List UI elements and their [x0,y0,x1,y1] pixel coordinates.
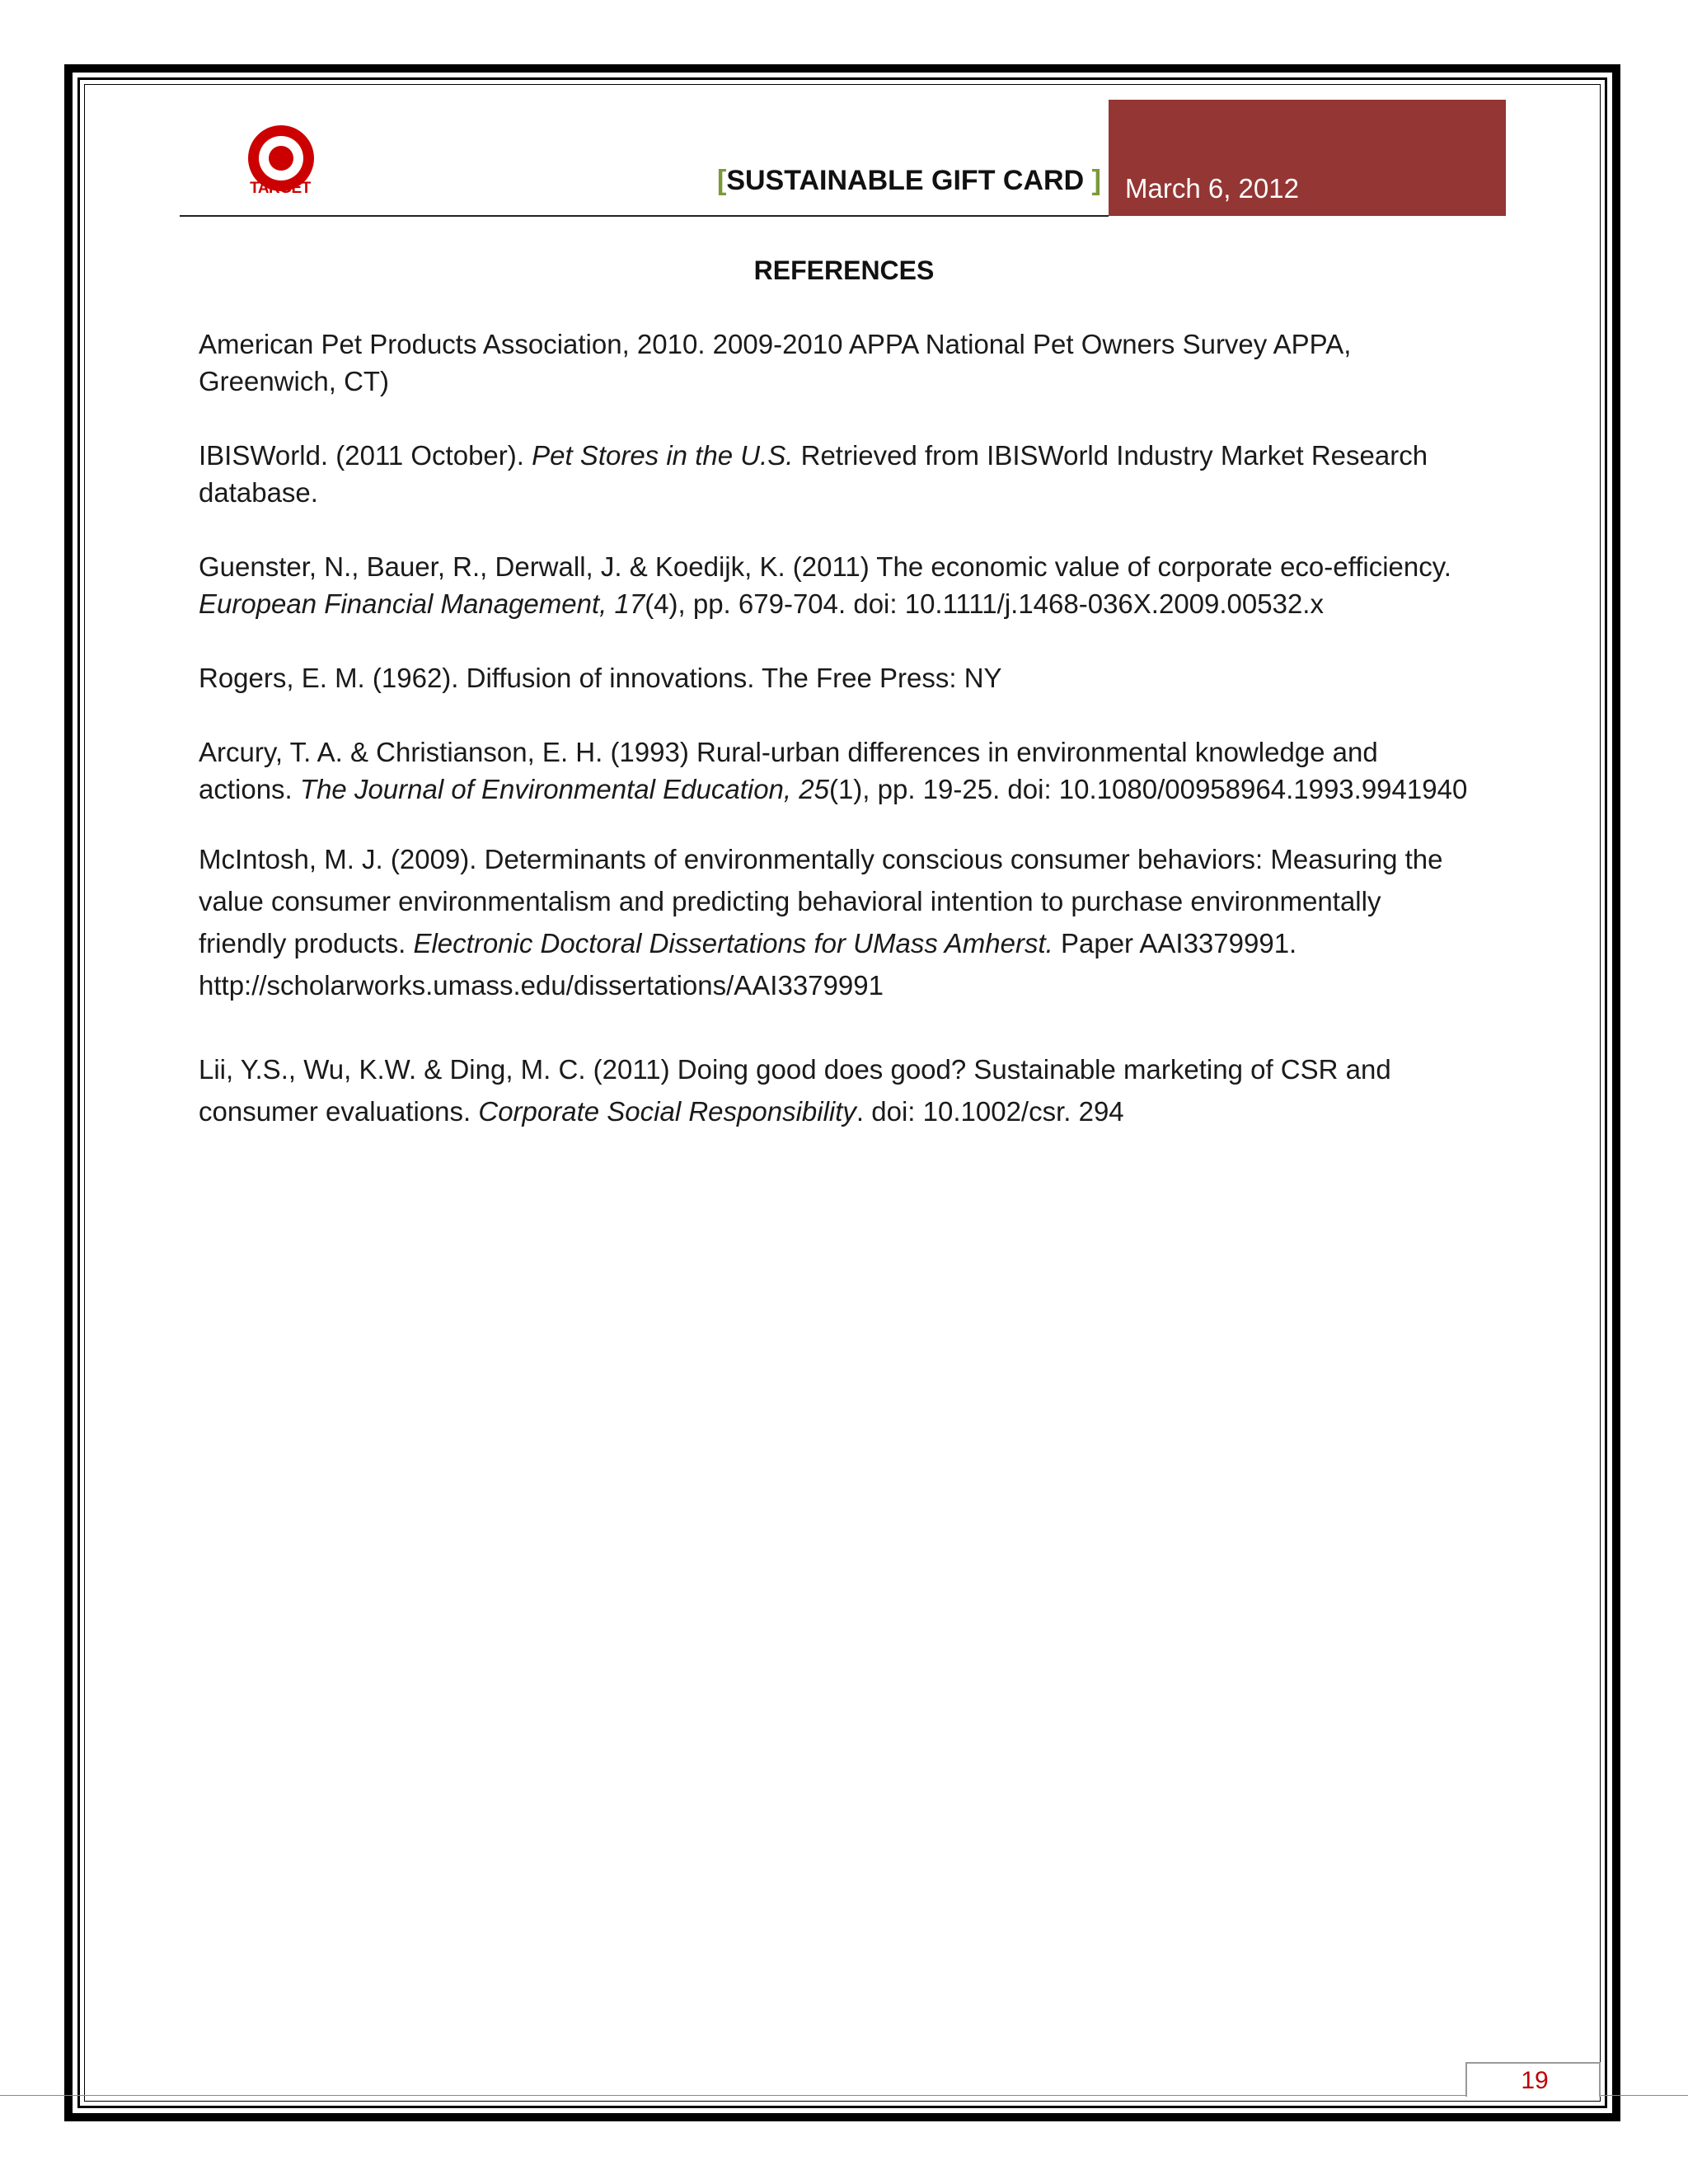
reference-text: Rogers, E. M. (1962). Diffusion of innovations. The Free Press: NY [199,663,1002,693]
title-bracket-open: [ [717,165,727,196]
reference-text: value consumer environmentalism and predicting behavioral intention to purchase environmentally [199,886,1381,916]
reference-text: . doi: 10.1002/csr. 294 [856,1096,1124,1127]
reference-text: Retrieved from IBISWorld Industry Market Research [793,440,1428,471]
date-banner [1109,100,1506,216]
reference-text: Paper AAI3379991. [1053,928,1297,958]
footer-divider [0,2095,1688,2096]
page-number: 19 [1521,2067,1549,2094]
reference-line [199,1048,1391,1090]
reference-entry [199,1048,1391,1132]
header-divider [180,215,1109,217]
reference-line [199,326,1351,363]
reference-italic-text: Corporate Social Responsibility [478,1096,856,1127]
reference-text: Greenwich, CT) [199,366,390,396]
reference-entry [199,659,1002,696]
reference-line [199,474,1428,511]
reference-line [199,838,1443,880]
reference-line [199,659,1002,696]
reference-italic-text: Pet Stores in the U.S. [532,440,794,471]
reference-entry [199,838,1443,1006]
reference-text: (1), pp. 19-25. doi: 10.1080/00958964.1993.9941940 [828,774,1468,804]
reference-line [199,964,1443,1006]
section-heading: REFERENCES [753,255,935,285]
reference-text: Lii, Y.S., Wu, K.W. & Ding, M. C. (2011) Doing good does good? Sustainable marketing of CSR and [199,1054,1391,1085]
page-number-box [1465,2062,1601,2097]
reference-text: IBISWorld. (2011 October). [199,440,532,471]
reference-text: American Pet Products Association, 2010. 2009-2010 APPA National Pet Owners Survey APPA, [199,329,1352,359]
document-title [717,165,1101,206]
reference-text: (4), pp. 679-704. doi: 10.1111/j.1468-036X.2009.00532.x [645,588,1324,619]
reference-entry [199,326,1351,400]
reference-text: friendly products. [199,928,414,958]
reference-text: database. [199,477,318,508]
reference-line [199,437,1428,474]
title-text: SUSTAINABLE GIFT CARD [726,165,1085,196]
reference-text: actions. [199,774,300,804]
reference-line [199,922,1443,964]
reference-text: Arcury, T. A. & Christianson, E. H. (1993) Rural-urban differences in environmental knowledge and [199,737,1378,767]
reference-line [199,363,1351,400]
reference-line [199,880,1443,922]
reference-entry [199,437,1428,511]
reference-line [199,548,1451,585]
reference-italic-text: European Financial Management, 17 [199,588,645,619]
reference-entry [199,733,1467,808]
logo-wordmark: TARGET [250,180,311,197]
reference-text: Guenster, N., Bauer, R., Derwall, J. & Koedijk, K. (2011) The economic value of corporate eco-efficiency. [199,551,1451,582]
reference-line [199,1090,1391,1132]
reference-line [199,585,1451,622]
header-date: March 6, 2012 [1125,173,1299,204]
reference-text: http://scholarworks.umass.edu/dissertations/AAI3379991 [199,970,884,1001]
title-bracket-close: ] [1091,165,1101,196]
reference-entry [199,548,1451,622]
reference-line [199,733,1467,771]
reference-line [199,771,1467,808]
reference-text: consumer evaluations. [199,1096,479,1127]
reference-italic-text: The Journal of Environmental Education, 25 [299,774,829,804]
reference-italic-text: Electronic Doctoral Dissertations for UMass Amherst. [413,928,1053,958]
reference-text: McIntosh, M. J. (2009). Determinants of environmentally conscious consumer behaviors: Measuring the [199,844,1443,874]
